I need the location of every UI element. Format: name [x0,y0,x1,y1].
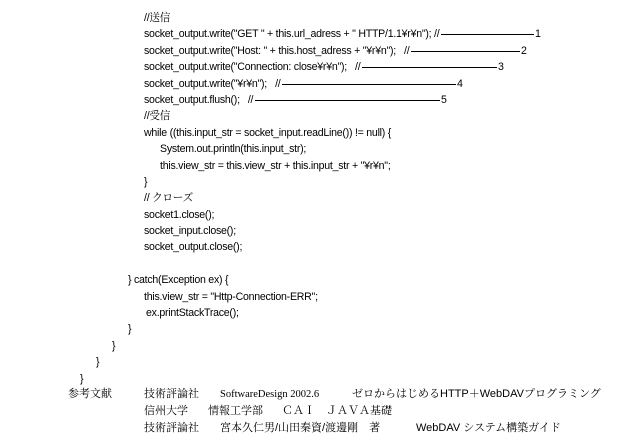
code-text: } [144,175,148,188]
annotation-leader-line [411,51,520,52]
code-line [0,26,640,42]
code-text: //受信 [144,110,171,123]
reference-publisher: 技術評論社 [144,422,199,434]
annotation-number: 5 [441,93,447,106]
reference-row [0,420,640,437]
annotation-leader-line [255,100,440,101]
annotation-leader-line [282,84,456,85]
code-line [0,125,640,141]
code-text: //送信 [144,12,171,24]
code-line [0,223,640,239]
code-text: this.view_str = this.view_str + this.input_str + "¥r¥n"; [160,159,391,172]
code-line [0,289,640,305]
code-text: System.out.println(this.input_str); [160,143,307,156]
reference-magazine: SoftwareDesign 2002.6 [220,389,320,400]
reference-row [0,403,640,420]
code-line [0,207,640,223]
code-line [0,158,640,174]
code-text: } [112,339,116,352]
reference-publisher: 技術評論社 [144,388,199,400]
code-text: // クローズ [144,192,193,205]
code-text: socket_output.write("¥r¥n"); // [144,77,281,90]
code-line [0,43,640,59]
code-text: } [128,323,132,336]
code-line [0,256,640,272]
code-text: while ((this.input_str = socket_input.readLine()) != null) { [144,126,392,139]
annotation-leader-line [362,67,497,68]
annotation-number: 1 [535,28,541,41]
reference-authors: 宮本久仁男/山田秦資/渡邊剛 著 [220,422,381,434]
code-text: ex.printStackTrace(); [146,307,239,320]
code-text: socket_output.write("GET " + this.url_adress + " HTTP/1.1¥r¥n"); // [144,28,440,41]
code-text: this.view_str = "Http-Connection-ERR"; [144,290,318,303]
code-line [0,272,640,288]
references-heading: 参考文献 [68,388,112,400]
code-line [0,190,640,206]
reference-title: ゼロからはじめるHTTP＋WebDAVプログラミング [352,388,601,400]
references-section [0,386,640,437]
code-line [0,10,640,26]
annotation-number: 3 [498,61,504,74]
reference-title: ＣＡＩ ＪＡＶＡ基礎 [282,405,392,417]
code-line [0,321,640,337]
code-line [0,141,640,157]
code-line [0,174,640,190]
reference-department: 情報工学部 [208,405,263,417]
code-line [0,371,640,387]
annotation-leader-line [441,34,534,35]
code-text: socket1.close(); [144,208,215,221]
code-line [0,59,640,75]
code-line [0,76,640,92]
code-line [0,305,640,321]
code-text: } [80,372,84,385]
code-text: } catch(Exception ex) { [128,274,229,287]
code-line [0,108,640,124]
code-text: socket_input.close(); [144,225,236,238]
reference-publisher: 信州大学 [144,405,188,417]
code-text: socket_output.close(); [144,241,243,254]
annotation-number: 2 [521,44,527,57]
code-line [0,239,640,255]
code-line [0,92,640,108]
code-text: socket_output.write("Connection: close¥r¥n"); // [144,61,361,74]
annotation-number: 4 [457,77,463,90]
code-line [0,354,640,370]
reference-title: WebDAV システム構築ガイド [416,422,561,434]
code-text: socket_output.flush(); // [144,93,254,106]
reference-row [0,386,640,403]
code-line [0,338,640,354]
source-code-listing [0,10,640,387]
code-text: socket_output.write("Host: " + this.host_adress + "¥r¥n"); // [144,44,410,57]
code-text: } [96,356,100,369]
